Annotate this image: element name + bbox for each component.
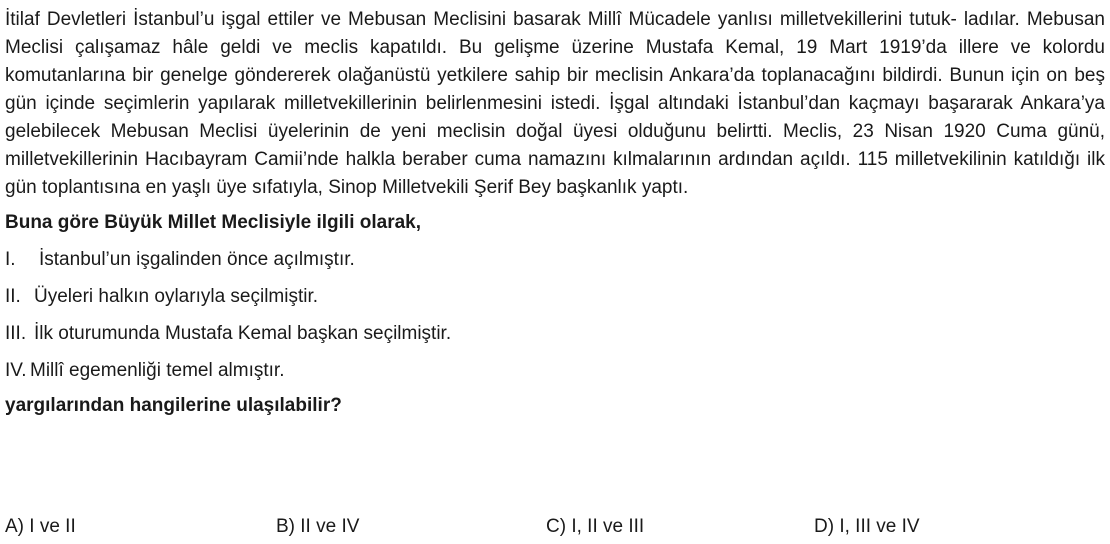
option-text: I, III ve IV <box>839 516 920 537</box>
statement-list <box>5 241 1105 389</box>
statement-text: Millî egemenliği temel almıştır. <box>30 360 285 381</box>
option-text: II ve IV <box>300 516 360 537</box>
option-label: D) <box>814 516 835 537</box>
option-d[interactable] <box>814 513 920 541</box>
statement-2 <box>5 278 1105 315</box>
option-b[interactable] <box>276 513 359 541</box>
statement-1 <box>5 241 1105 278</box>
option-label: C) <box>546 516 567 537</box>
option-label: B) <box>276 516 295 537</box>
question-block <box>5 0 1105 420</box>
statement-number: I. <box>5 249 16 270</box>
option-text: I, II ve III <box>571 516 645 537</box>
statement-number: IV. <box>5 360 27 381</box>
statement-number: III. <box>5 323 27 344</box>
question-stem: Buna göre Büyük Millet Meclisiyle ilgili olarak, <box>5 212 422 233</box>
statement-text: Üyeleri halkın oylarıyla seçilmiştir. <box>34 286 319 307</box>
statement-number: II. <box>5 286 21 307</box>
question-passage: İtilaf Devletleri İstanbul’u işgal ettiler ve Mebusan Meclisini basarak Millî Mücadele yanlısı milletvekillerini tutuk- ladılar. Mebusan Meclisi çalışamaz hâle geldi ve meclis kapatıldı. Bu gelişme üzerine Mustafa Kemal, 19 Mart 1919’da illere ve kolordu komutanlarına bir genelge göndererek olağanüstü yetkilere sahip bir meclisin Ankara’da toplanacağını bildirdi. Bunun için on beş gün içinde seçimlerin yapılarak milletvekillerinin belirlenmesini istedi. İşgal altındaki İstanbul’dan kaçmayı başararak Ankara’ya gelebilecek Mebusan Meclisi üyelerinin de yeni meclisin doğal üyesi olduğunu belirtti. Meclis, 23 Nisan 1920 Cuma günü, milletvekillerinin Hacıbayram Camii’nde halkla beraber cuma namazını kılmalarının ardından açıldı. 115 milletvekilinin katıldığı ilk gün toplantısına en yaşlı üye sıfatıyla, Sinop Milletvekili Şerif Bey başkanlık yaptı. <box>5 9 1105 198</box>
option-text: I ve II <box>29 516 76 537</box>
statement-3 <box>5 315 1105 352</box>
question-ask: yargılarından hangilerine ulaşılabilir? <box>5 395 342 416</box>
statement-text: İlk oturumunda Mustafa Kemal başkan seçilmiştir. <box>34 323 452 344</box>
statement-text: İstanbul’un işgalinden önce açılmıştır. <box>39 249 355 270</box>
statement-4 <box>5 352 1105 389</box>
option-c[interactable] <box>546 513 644 541</box>
option-label: A) <box>5 516 24 537</box>
answer-options <box>5 513 1105 541</box>
option-a[interactable] <box>5 513 76 541</box>
